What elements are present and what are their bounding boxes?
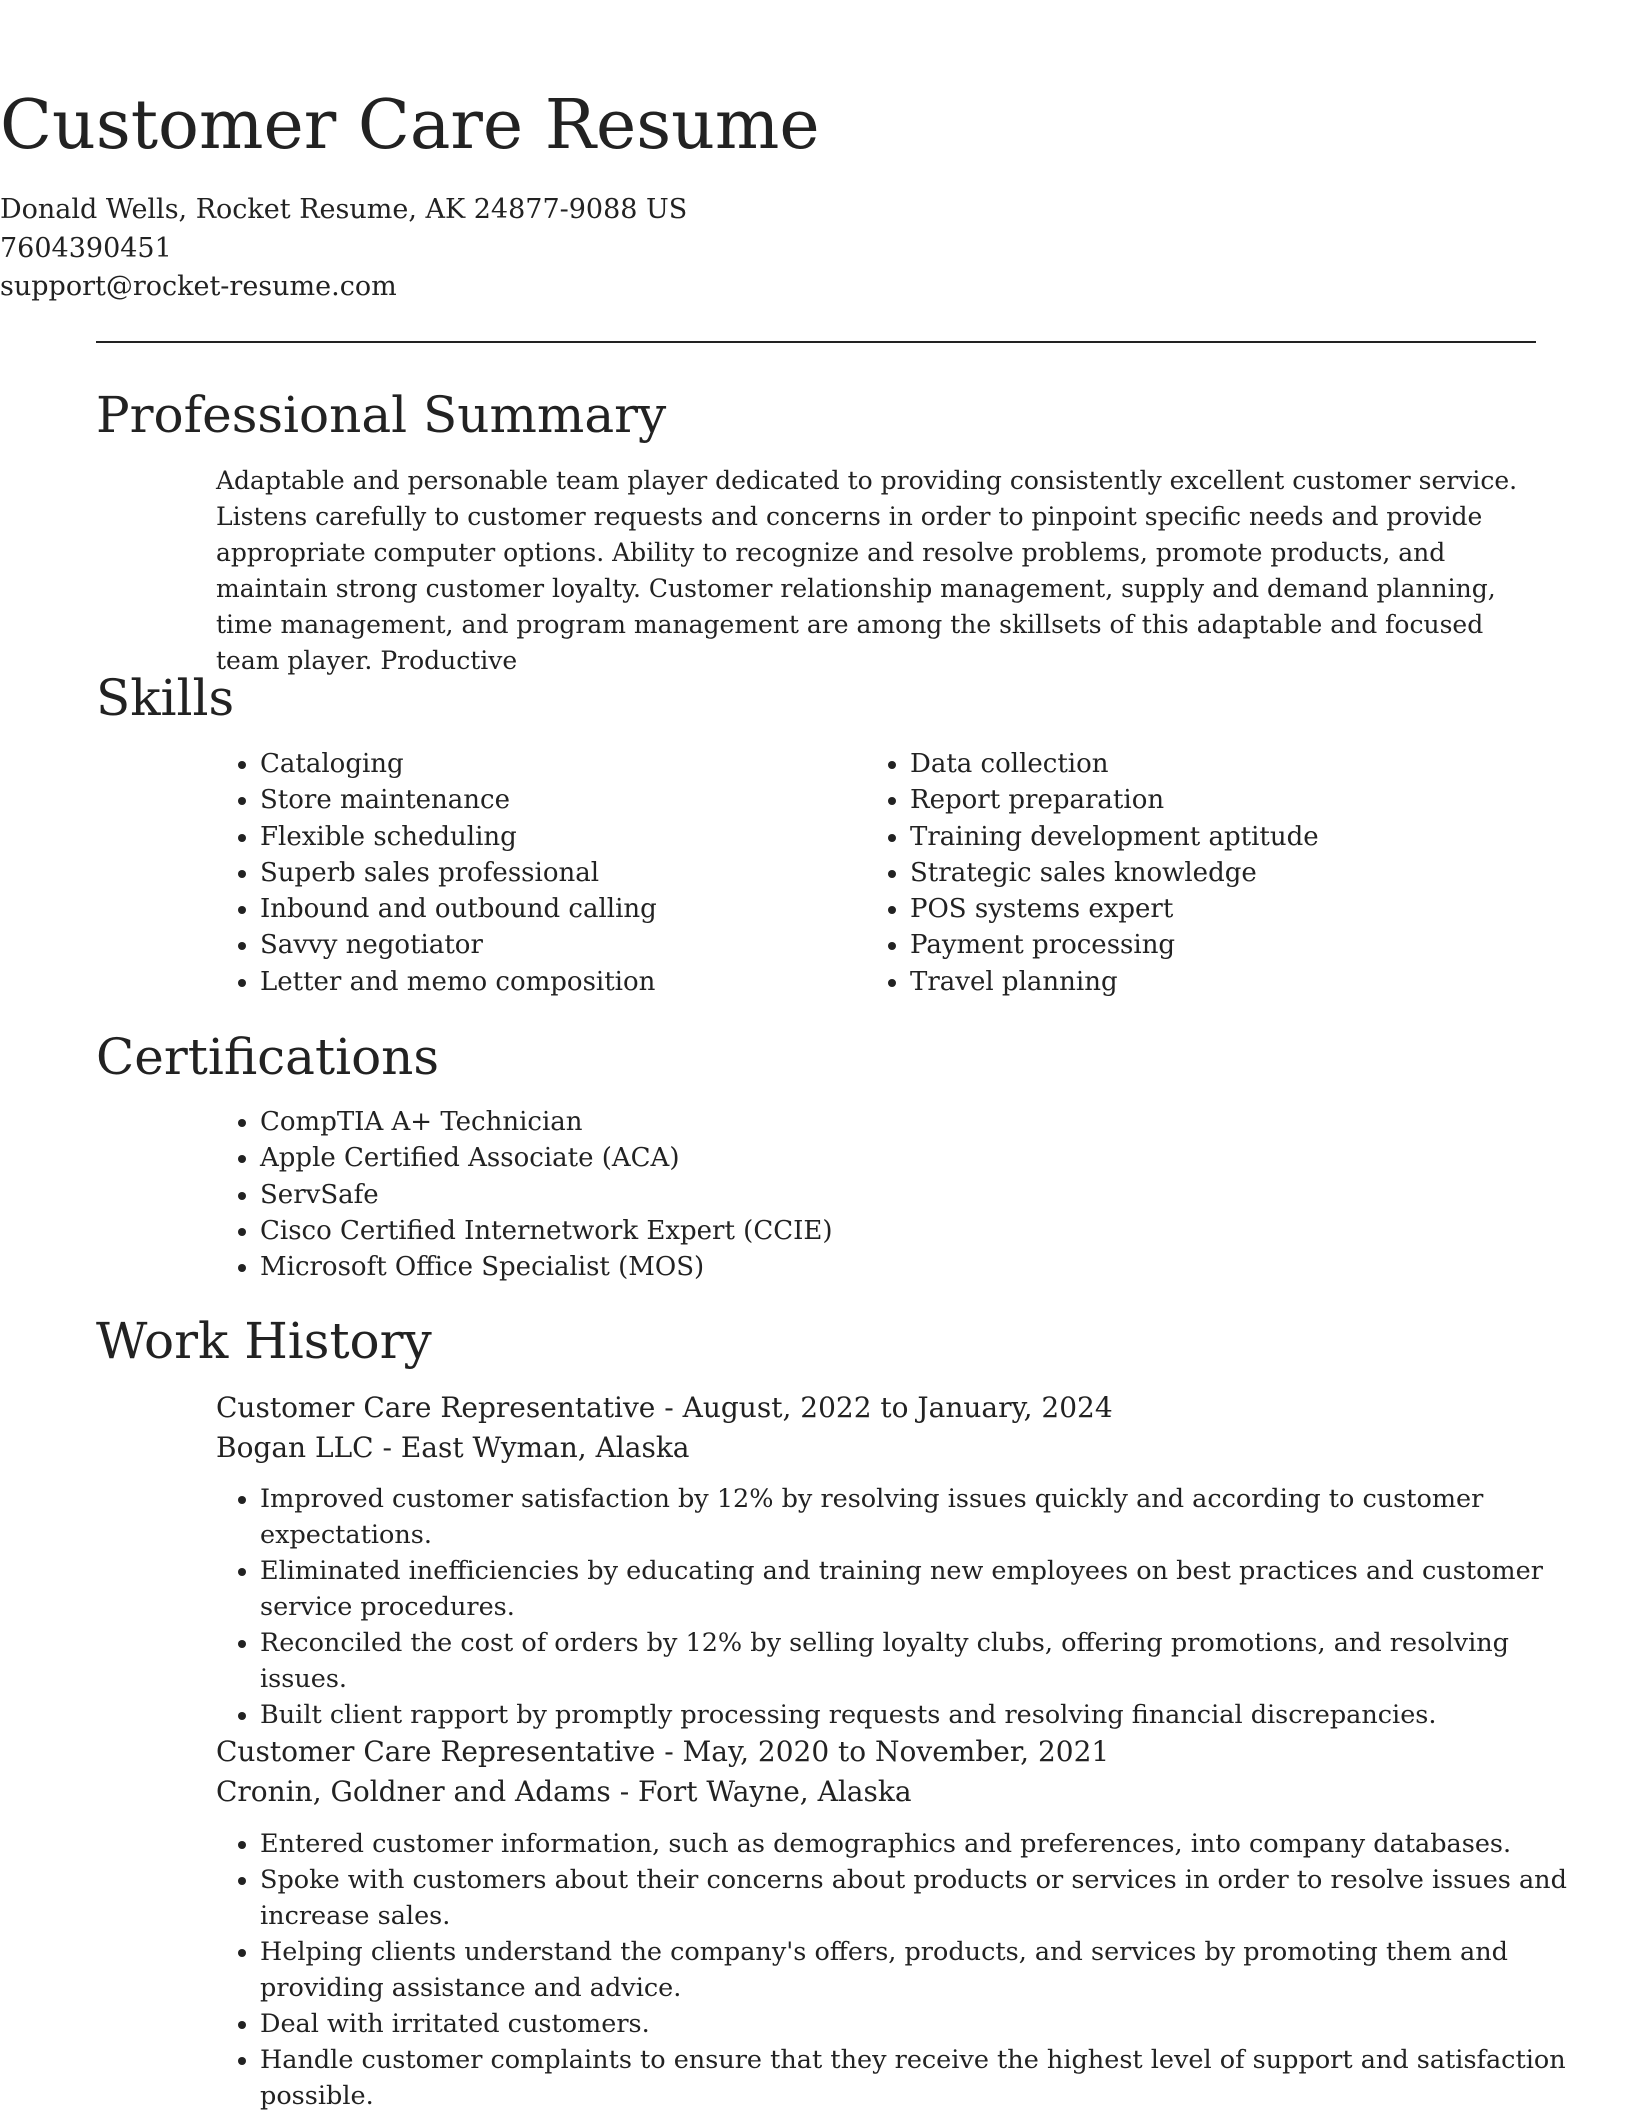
- job-title: Customer Care Representative: [216, 1391, 656, 1424]
- list-item: • Letter and memo composition: [260, 964, 860, 1000]
- list-item: • Savvy negotiator: [260, 927, 860, 963]
- list-item: • Apple Certified Associate (ACA): [260, 1140, 1560, 1176]
- list-item: • Payment processing: [910, 927, 1570, 963]
- job-company-line: [216, 1772, 912, 1812]
- list-item: • Entered customer information, such as demographics and preferences, into company databases.: [260, 1826, 1580, 1862]
- list-item: • ServSafe: [260, 1177, 1560, 1213]
- list-item: • Handle customer complaints to ensure that they receive the highest level of support and satisfaction possible.: [260, 2042, 1580, 2114]
- list-item: • Training development aptitude: [910, 819, 1570, 855]
- list-item: • Cataloging: [260, 746, 860, 782]
- contact-email: support@rocket-resume.com: [0, 271, 397, 302]
- header-divider: [96, 341, 1536, 343]
- list-item: • Strategic sales knowledge: [910, 855, 1570, 891]
- work-history-heading: Work History: [96, 1312, 432, 1370]
- list-item: • Helping clients understand the company's offers, products, and services by promoting them and providing assistance and advice.: [260, 1934, 1580, 2006]
- job-title-line: [216, 1732, 1109, 1772]
- list-item: • Flexible scheduling: [260, 819, 860, 855]
- list-item: • Inbound and outbound calling: [260, 891, 860, 927]
- certifications-list: [216, 1104, 1560, 1285]
- list-item: • Report preparation: [910, 782, 1570, 818]
- job-location: - Fort Wayne, Alaska: [610, 1775, 912, 1808]
- list-item: • Deal with irritated customers.: [260, 2006, 1580, 2042]
- list-item: • Built client rapport by promptly processing requests and resolving financial discrepancies.: [260, 1697, 1580, 1733]
- list-item: • Microsoft Office Specialist (MOS): [260, 1249, 1560, 1285]
- job-bullets: [216, 1826, 1580, 2114]
- job-company: Cronin, Goldner and Adams: [216, 1775, 611, 1808]
- list-item: • Improved customer satisfaction by 12% by resolving issues quickly and according to customer expectations.: [260, 1481, 1580, 1553]
- list-item: • Spoke with customers about their concerns about products or services in order to resolve issues and increase sales.: [260, 1862, 1580, 1934]
- job-title-line: [216, 1388, 1113, 1428]
- summary-text: Adaptable and personable team player dedicated to providing consistently excellent customer service. Listens carefully to customer requests and concerns in order to pinpoint specific needs and provide appropriate computer options. Ability to recognize and resolve problems, promote products, and maintain strong customer loyalty. Customer relationship management, supply and demand planning, time management, and program management are among the skillsets of this adaptable and focused team player. Productive: [216, 466, 1518, 675]
- job-dates: - August, 2022 to January, 2024: [655, 1391, 1113, 1424]
- skills-list-right: [866, 746, 1570, 1000]
- job-bullets: [216, 1481, 1580, 1733]
- contact-phone: 7604390451: [0, 233, 172, 264]
- skills-heading: Skills: [96, 669, 235, 727]
- list-item: • Travel planning: [910, 964, 1570, 1000]
- job-location: - East Wyman, Alaska: [373, 1431, 690, 1464]
- job-company-line: [216, 1428, 689, 1468]
- list-item: • Reconciled the cost of orders by 12% by selling loyalty clubs, offering promotions, and resolving issues.: [260, 1625, 1580, 1697]
- skills-list-left: [216, 746, 860, 1000]
- job-title: Customer Care Representative: [216, 1735, 656, 1768]
- list-item: • Eliminated inefficiencies by educating and training new employees on best practices and customer service procedures.: [260, 1553, 1580, 1625]
- list-item: • Data collection: [910, 746, 1570, 782]
- resume-title: Customer Care Resume: [0, 86, 820, 165]
- list-item: • POS systems expert: [910, 891, 1570, 927]
- job-dates: - May, 2020 to November, 2021: [655, 1735, 1110, 1768]
- list-item: • Superb sales professional: [260, 855, 860, 891]
- contact-address: Donald Wells, Rocket Resume, AK 24877-9088 US: [0, 194, 688, 225]
- list-item: • Cisco Certified Internetwork Expert (CCIE): [260, 1213, 1560, 1249]
- list-item: • CompTIA A+ Technician: [260, 1104, 1560, 1140]
- summary-heading: Professional Summary: [96, 386, 667, 444]
- list-item: • Store maintenance: [260, 782, 860, 818]
- job-company: Bogan LLC: [216, 1431, 374, 1464]
- certifications-heading: Certifications: [96, 1028, 440, 1086]
